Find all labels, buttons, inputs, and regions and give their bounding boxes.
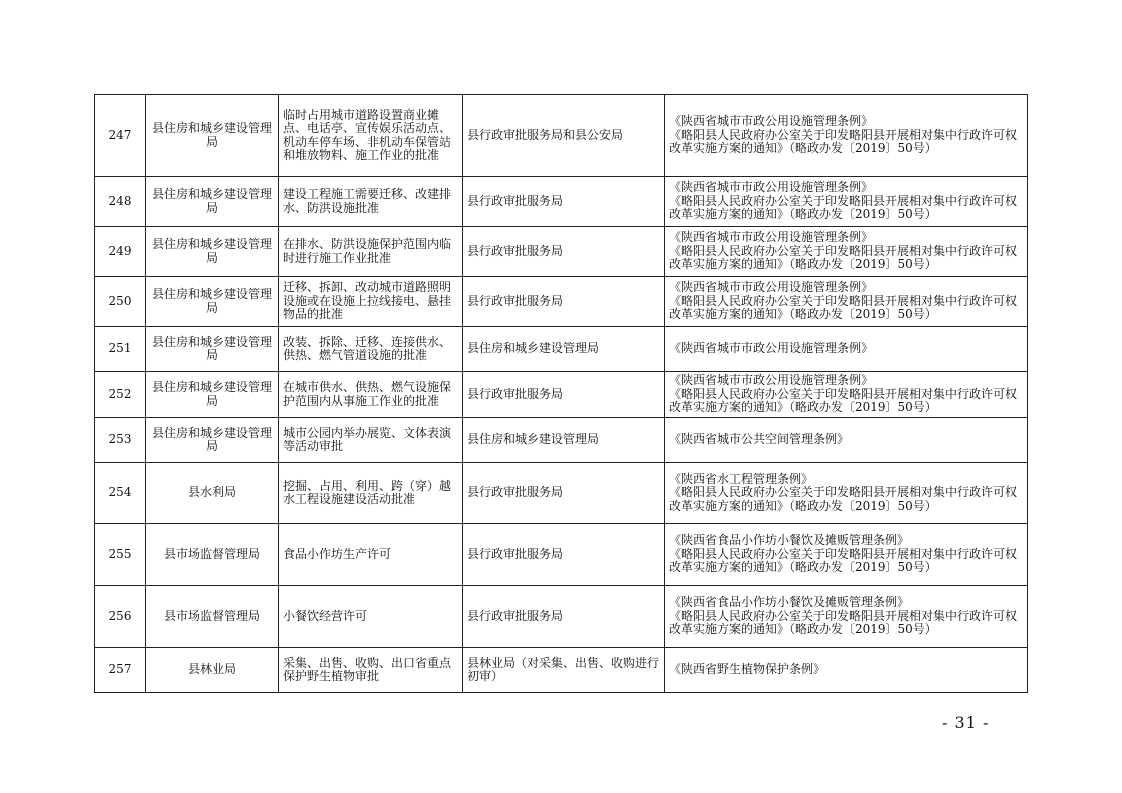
row-number: 253 [95,418,146,463]
table-row [95,95,1028,177]
handling-org-cell: 县林业局（对采集、出售、收购进行初审） [463,648,665,693]
legal-basis-line: 《略阳县人民政府办公室关于印发略阳县开展相对集中行政许可权改革实施方案的通知》（略政办发〔2019〕50号） [669,293,1018,322]
table-row [95,418,1028,463]
approval-items-table [94,94,1028,693]
legal-basis-cell [665,327,1028,372]
legal-basis-line: 《陕西省城市市政公用设施管理条例》 [669,114,874,129]
legal-basis-cell [665,95,1028,177]
handling-org-cell: 县行政审批服务局 [463,524,665,586]
legal-basis-line: 《略阳县人民政府办公室关于印发略阳县开展相对集中行政许可权改革实施方案的通知》（略政办发〔2019〕50号） [669,193,1018,222]
item-cell: 挖掘、占用、利用、跨（穿）越水工程设施建设活动批准 [279,463,463,524]
table-row [95,463,1028,524]
department-cell: 县水利局 [146,463,279,524]
handling-org-cell: 县行政审批服务局 [463,227,665,277]
row-number: 252 [95,372,146,418]
item-cell: 改装、拆除、迁移、连接供水、供热、燃气管道设施的批准 [279,327,463,372]
legal-basis-cell [665,227,1028,277]
legal-basis-line: 《陕西省野生植物保护条例》 [669,662,826,677]
legal-basis-line: 《陕西省水工程管理条例》 [669,471,814,486]
legal-basis-line: 《略阳县人民政府办公室关于印发略阳县开展相对集中行政许可权改革实施方案的通知》（略政办发〔2019〕50号） [669,386,1018,415]
table-row [95,586,1028,648]
handling-org-cell: 县行政审批服务局 [463,177,665,227]
department-cell: 县林业局 [146,648,279,693]
row-number: 247 [95,95,146,177]
legal-basis-line: 《陕西省城市市政公用设施管理条例》 [669,180,874,195]
handling-org-cell: 县住房和城乡建设管理局 [463,418,665,463]
legal-basis-line: 《陕西省城市市政公用设施管理条例》 [669,341,874,356]
legal-basis-cell [665,177,1028,227]
handling-org-cell: 县行政审批服务局 [463,586,665,648]
department-cell: 县住房和城乡建设管理局 [146,327,279,372]
department-cell: 县住房和城乡建设管理局 [146,227,279,277]
department-cell: 县住房和城乡建设管理局 [146,372,279,418]
item-cell: 食品小作坊生产许可 [279,524,463,586]
legal-basis-line: 《略阳县人民政府办公室关于印发略阳县开展相对集中行政许可权改革实施方案的通知》（略政办发〔2019〕50号） [669,546,1018,575]
table-row [95,277,1028,327]
table-row [95,327,1028,372]
handling-org-cell: 县行政审批服务局 [463,372,665,418]
department-cell: 县住房和城乡建设管理局 [146,418,279,463]
legal-basis-line: 《略阳县人民政府办公室关于印发略阳县开展相对集中行政许可权改革实施方案的通知》（略政办发〔2019〕50号） [669,485,1018,513]
legal-basis-line: 《略阳县人民政府办公室关于印发略阳县开展相对集中行政许可权改革实施方案的通知》（略政办发〔2019〕50号） [669,243,1018,272]
legal-basis-line: 《陕西省城市公共空间管理条例》 [669,432,850,447]
row-number: 254 [95,463,146,524]
item-cell: 小餐饮经营许可 [279,586,463,648]
handling-org-cell: 县行政审批服务局 [463,463,665,524]
legal-basis-cell [665,648,1028,693]
legal-basis-line: 《陕西省食品小作坊小餐饮及摊贩管理条例》 [669,533,910,548]
legal-basis-line: 《陕西省城市市政公用设施管理条例》 [669,373,874,388]
department-cell: 县住房和城乡建设管理局 [146,177,279,227]
legal-basis-cell [665,463,1028,524]
handling-org-cell: 县住房和城乡建设管理局 [463,327,665,372]
handling-org-cell: 县行政审批服务局 [463,277,665,327]
table-row [95,372,1028,418]
legal-basis-line: 《略阳县人民政府办公室关于印发略阳县开展相对集中行政许可权改革实施方案的通知》（略政办发〔2019〕50号） [669,608,1018,637]
item-cell: 在排水、防洪设施保护范围内临时进行施工作业批准 [279,227,463,277]
row-number: 249 [95,227,146,277]
legal-basis-cell [665,524,1028,586]
legal-basis-line: 《陕西省食品小作坊小餐饮及摊贩管理条例》 [669,595,910,610]
legal-basis-cell [665,586,1028,648]
item-cell: 在城市供水、供热、燃气设施保护范围内从事施工作业的批准 [279,372,463,418]
legal-basis-line: 《略阳县人民政府办公室关于印发略阳县开展相对集中行政许可权改革实施方案的通知》（略政办发〔2019〕50号） [669,127,1018,156]
table-row [95,227,1028,277]
item-cell: 临时占用城市道路设置商业摊点、电话亭、宣传娱乐活动点、机动车停车场、非机动车保管站和堆放物料、施工作业的批准 [279,95,463,177]
row-number: 256 [95,586,146,648]
item-cell: 建设工程施工需要迁移、改建排水、防洪设施批准 [279,177,463,227]
item-cell: 迁移、拆卸、改动城市道路照明设施或在设施上拉线接电、悬挂物品的批准 [279,277,463,327]
table-row [95,524,1028,586]
row-number: 255 [95,524,146,586]
item-cell: 采集、出售、收购、出口省重点保护野生植物审批 [279,648,463,693]
legal-basis-line: 《陕西省城市市政公用设施管理条例》 [669,280,874,295]
row-number: 248 [95,177,146,227]
legal-basis-cell [665,372,1028,418]
table-row [95,648,1028,693]
page-number: - 31 - [942,713,990,732]
row-number: 257 [95,648,146,693]
legal-basis-cell [665,418,1028,463]
legal-basis-line: 《陕西省城市市政公用设施管理条例》 [669,230,874,245]
department-cell: 县市场监督管理局 [146,524,279,586]
department-cell: 县住房和城乡建设管理局 [146,95,279,177]
department-cell: 县市场监督管理局 [146,586,279,648]
item-cell: 城市公园内举办展览、文体表演等活动审批 [279,418,463,463]
department-cell: 县住房和城乡建设管理局 [146,277,279,327]
table-body [95,95,1028,693]
legal-basis-cell [665,277,1028,327]
table-row [95,177,1028,227]
row-number: 251 [95,327,146,372]
row-number: 250 [95,277,146,327]
handling-org-cell: 县行政审批服务局和县公安局 [463,95,665,177]
